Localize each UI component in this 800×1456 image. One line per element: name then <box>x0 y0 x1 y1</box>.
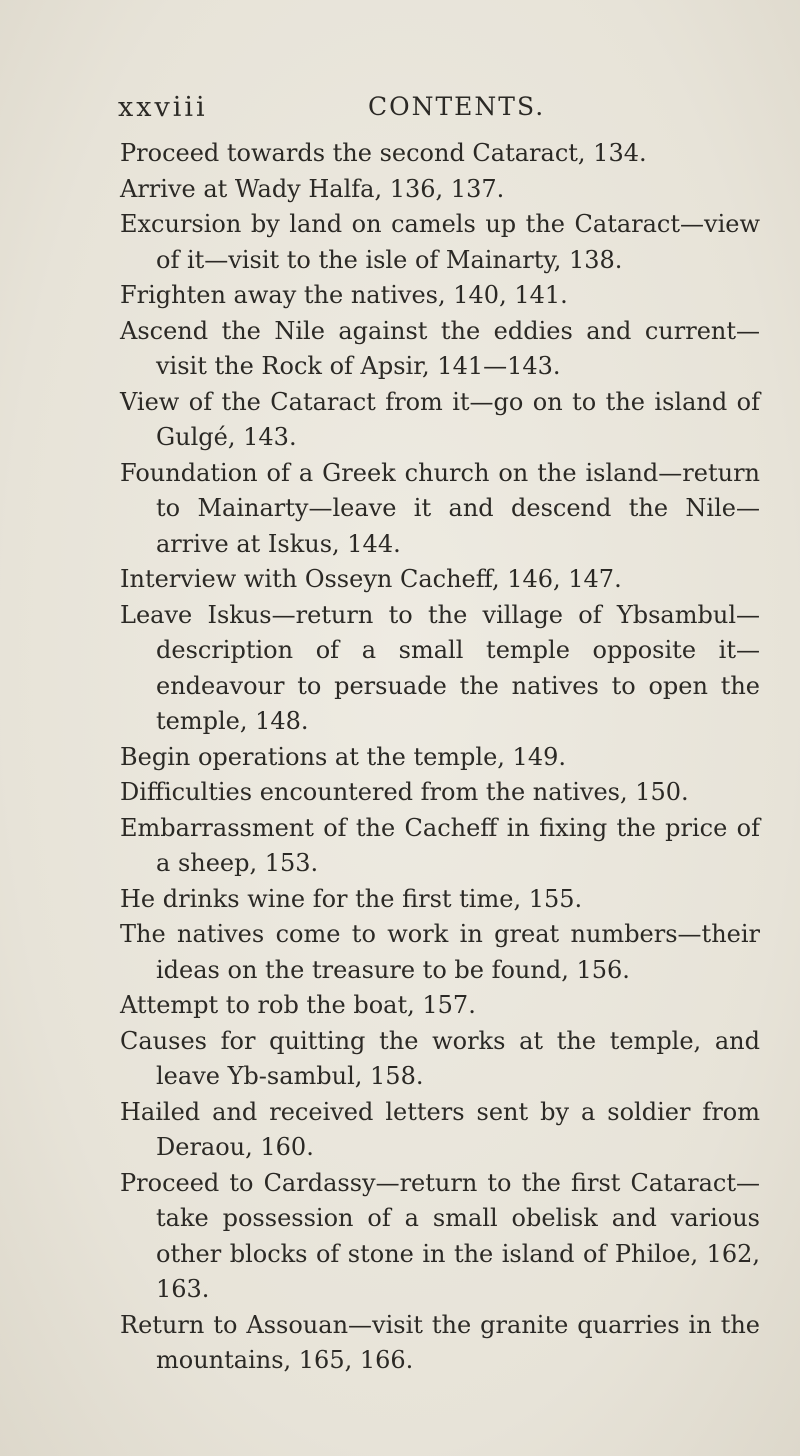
contents-entry: He drinks wine for the first time, 155. <box>120 884 583 913</box>
contents-entry: Hailed and received letters sent by a soldier from Deraou, 160. <box>120 1097 760 1161</box>
contents-entry: Excursion by land on camels up the Cataract—view of it—visit to the isle of Mainarty, 138. <box>120 210 760 274</box>
contents-entry: Foundation of a Greek church on the island—return to Mainarty—leave it and descend the Nile—arrive at Iskus, 144. <box>120 458 760 558</box>
contents-entry: Interview with Osseyn Cacheff, 146, 147. <box>120 565 622 593</box>
contents-entry: The natives come to work in great numbers—their ideas on the treasure to be found, 156. <box>120 920 760 984</box>
contents-entry: Embarrassment of the Cacheff in fixing the price of a sheep, 153. <box>120 813 760 877</box>
page-header <box>118 92 740 132</box>
running-head: CONTENTS. <box>368 92 546 121</box>
contents-entry: Frighten away the natives, 140, 141. <box>120 281 568 309</box>
contents-entry: Attempt to rob the boat, 157. <box>120 991 476 1019</box>
contents-list <box>120 136 760 1379</box>
page-number: xxviii <box>118 92 208 123</box>
contents-entry: View of the Cataract from it—go on to the island of Gulgé, 143. <box>120 387 760 451</box>
contents-entry: Difficulties encountered from the natives, 150. <box>120 778 689 806</box>
contents-entry: Proceed to Cardassy—return to the first Cataract—take possession of a small obelisk and various other blocks of stone in the island of Philoe, 162, 163. <box>120 1168 760 1303</box>
contents-entry: Ascend the Nile against the eddies and current—visit the Rock of Apsir, 141—143. <box>120 316 760 380</box>
contents-entry: Proceed towards the second Cataract, 134. <box>120 139 647 167</box>
contents-entry: Return to Assouan—visit the granite quarries in the mountains, 165, 166. <box>120 1310 760 1374</box>
contents-entry: Begin operations at the temple, 149. <box>120 742 566 771</box>
contents-entry: Arrive at Wady Halfa, 136, 137. <box>120 174 505 203</box>
contents-entry: Causes for quitting the works at the temple, and leave Yb-sambul, 158. <box>120 1026 760 1090</box>
contents-entry: Leave Iskus—return to the village of Ybsambul—description of a small temple opposite it—endeavour to persuade the natives to open the temple, 148. <box>120 600 760 735</box>
